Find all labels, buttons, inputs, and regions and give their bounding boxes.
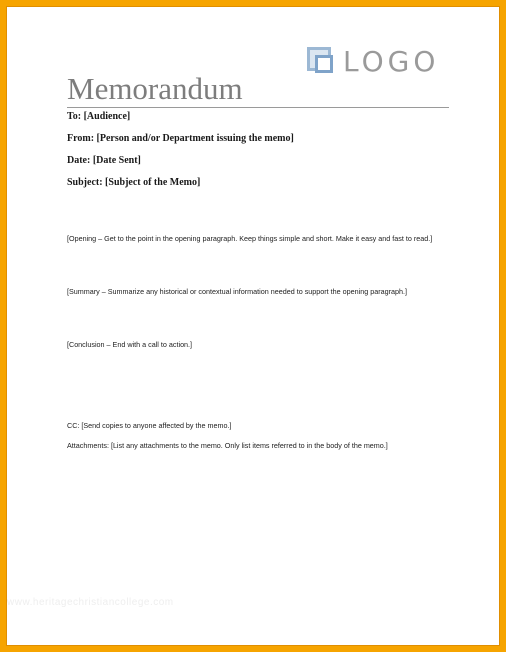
conclusion-paragraph: [Conclusion – End with a call to action.] (67, 340, 193, 349)
date-field: Date: [Date Sent] (67, 155, 141, 166)
memo-title: Memorandum (67, 71, 449, 108)
from-field: From: [Person and/or Department issuing the memo] (67, 133, 294, 144)
cc-line: CC: [Send copies to anyone affected by the memo.] (67, 421, 232, 430)
to-field: To: [Audience] (67, 111, 131, 122)
memo-page (6, 6, 500, 646)
subject-field: Subject: [Subject of the Memo] (67, 177, 201, 188)
opening-paragraph: [Opening – Get to the point in the opening paragraph. Keep things simple and short. Make it easy and fast to read.] (67, 234, 433, 243)
attachments-line: Attachments: [List any attachments to the memo. Only list items referred to in the body of the memo.] (67, 441, 388, 450)
watermark: www.heritagechristiancollege.com (7, 597, 174, 608)
logo-text: LOGO (343, 45, 440, 78)
summary-paragraph: [Summary – Summarize any historical or contextual information needed to support the opening paragraph.] (67, 287, 407, 296)
